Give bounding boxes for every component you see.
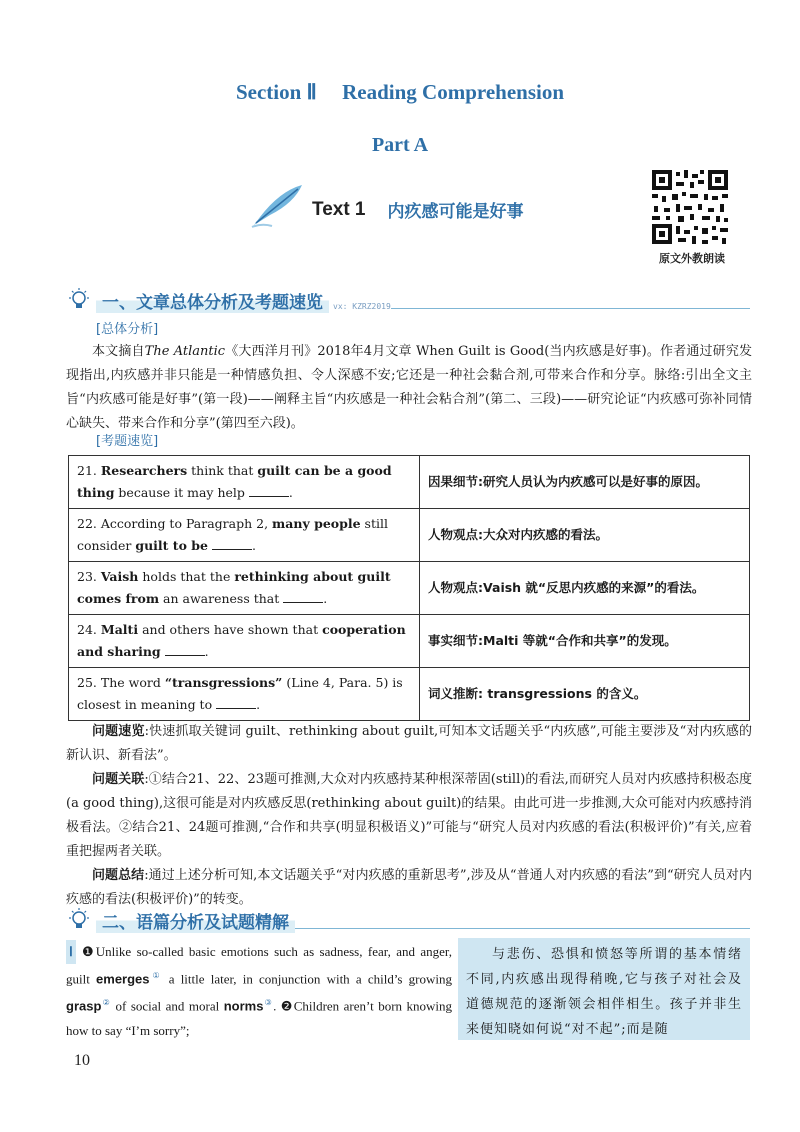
passage-text: Ⅰ ❶Unlike so-called basic emotions such as sadness, fear, and anger, guilt emerges① a little later, in conjunction with a child’s growing grasp② of social and moral norms③. ❷Children aren’t born knowing how to say “I’m sorry”;	[66, 940, 452, 1043]
table-row	[69, 668, 750, 721]
answer-blank[interactable]	[283, 590, 323, 603]
answer-blank[interactable]	[212, 537, 252, 550]
question-cell: 21. Researchers think that guilt can be a good thing because it may help .	[69, 456, 420, 509]
text-number: Text 1	[312, 198, 366, 220]
table-row	[69, 562, 750, 615]
sentence-number: ❷	[280, 998, 294, 1014]
section-title	[0, 80, 800, 105]
overall-analysis-tag: [总体分析]	[96, 322, 159, 337]
table-row	[69, 509, 750, 562]
part-title: Part A	[371, 134, 429, 156]
section-1-heading: 一、文章总体分析及考题速览	[96, 288, 329, 313]
lightbulb-icon	[66, 907, 92, 933]
question-type-cell: 人物观点:大众对内疚感的看法。	[420, 509, 750, 562]
question-type-cell: 词义推断: transgressions 的含义。	[420, 668, 750, 721]
text-heading	[258, 197, 524, 222]
preview-tag: [考题速览]	[96, 434, 159, 449]
qr-caption: 原文外教朗读	[659, 252, 725, 265]
table-row	[69, 456, 750, 509]
translation-text: 与悲伤、恐惧和愤怒等所谓的基本情绪不同,内疚感出现得稍晚,它与孩子对社会及道德规范的逐渐领会相伴相生。孩子并非生来便知晓如何说“对不起”;而是随	[466, 947, 742, 1037]
analysis-notes	[66, 720, 752, 912]
overall-analysis	[66, 340, 752, 436]
question-cell: 24. Malti and others have shown that cooperation and sharing .	[69, 615, 420, 668]
answer-blank[interactable]	[165, 643, 205, 656]
section-2-header	[66, 906, 750, 934]
answer-blank[interactable]	[216, 696, 256, 709]
answer-blank[interactable]	[249, 484, 289, 497]
section-name: Reading Comprehension	[342, 80, 565, 104]
note-summary: 问题总结:通过上述分析可知,本文话题关乎“对内疚感的重新思考”,涉及从“普通人对内疚感的看法”到“研究人员对内疚感的看法(积极评价)”的转变。	[66, 868, 752, 907]
overall-text-a: 本文摘自	[92, 344, 145, 359]
note-relation: 问题关联:①结合21、22、23题可推测,大众对内疚感持某种根深蒂固(still)的看法,而研究人员对内疚感持积极态度(a good thing),这很可能是对内疚感反思(rethinking about guilt)的结果。由此可进一步推测,大众可能对内疚感持消极看法。②结合21、24题可推测,“合作和共享(明显积极语义)”可能与“研究人员对内疚感的看法(积极评价)”有关,应着重把握两者关联。	[66, 772, 752, 859]
qr-code[interactable]	[650, 168, 730, 246]
divider	[391, 308, 750, 309]
translation-box	[458, 938, 750, 1040]
text-title: 内疚感可能是好事	[387, 202, 524, 222]
lightbulb-icon	[66, 287, 92, 313]
page-number: 10	[74, 1052, 90, 1069]
questions-table	[68, 455, 750, 721]
section-1-header	[66, 286, 750, 314]
divider	[295, 928, 750, 929]
section-label: Section Ⅱ	[235, 80, 317, 104]
table-row	[69, 615, 750, 668]
sentence-number: ❶	[79, 944, 96, 959]
question-cell: 23. Vaish holds that the rethinking about guilt comes from an awareness that .	[69, 562, 420, 615]
section-2-heading: 二、语篇分析及试题精解	[96, 908, 295, 933]
vocab-emerges[interactable]: emerges	[96, 971, 150, 987]
question-type-cell: 事实细节:Malti 等就“合作和共享”的发现。	[420, 615, 750, 668]
question-type-cell: 人物观点:Vaish 就“反思内疚感的来源”的看法。	[420, 562, 750, 615]
vocab-norms[interactable]: norms	[223, 998, 264, 1014]
vocab-grasp[interactable]: grasp	[66, 998, 102, 1014]
question-cell: 25. The word “transgressions” (Line 4, Para. 5) is closest in meaning to .	[69, 668, 420, 721]
paragraph-marker: Ⅰ	[66, 940, 76, 964]
overall-text-b: 《大西洋月刊》2018年4月文章 When Guilt is Good(当内疚感是好事)。作者通过研究发现指出,内疚感并非只能是一种情感负担、令人深感不安;它还是一种社会黏合剂,可带来合作和分享。脉络:引出全文主旨“内疚感可能是好事”(第一段)——阐释主旨“内疚感是一种社会粘合剂”(第二、三段)——研究论证“内疚感可弥补同情心缺失、带来合作和分享”(第四至六段)。	[66, 344, 752, 431]
source-title: The Atlantic	[144, 344, 226, 359]
question-type-cell: 因果细节:研究人员认为内疚感可以是好事的原因。	[420, 456, 750, 509]
quill-pen-icon	[250, 183, 306, 229]
note-preview: 问题速览:快速抓取关键词 guilt、rethinking about guilt,可知本文话题关乎“内疚感”,可能主要涉及“对内疚感的新认识、新看法”。	[66, 724, 752, 763]
watermark: vx: KZRZ2019	[333, 301, 391, 311]
question-cell: 22. According to Paragraph 2, many people still consider guilt to be .	[69, 509, 420, 562]
